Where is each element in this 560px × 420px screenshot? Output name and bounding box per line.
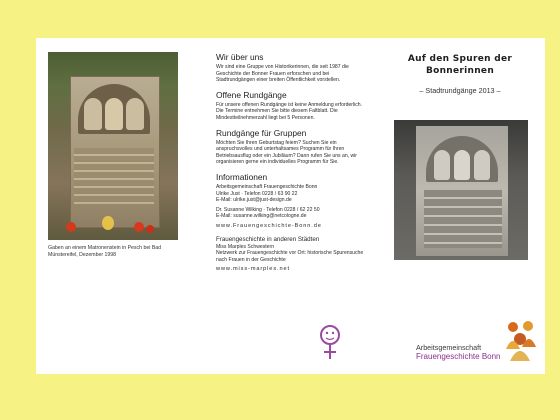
brochure-title: Auf den Spuren der Bonnerinnen <box>407 54 513 76</box>
right-panel <box>380 54 540 361</box>
open-tours-text: Für unsere offenen Rundgänge ist keine Anmeldung erforderlich. Die Termine entnehmen Sie bitte diesem Faltblatt. Die Mindestteilnehmerzahl liegt bei 5 Personen. <box>216 101 363 121</box>
about-text: Wir sind eine Gruppe von Historikerinnen, die seit 1987 die Geschichte der Bonner Frauen erforschen und bei Stadtrundgängen einer breiten Öffentlichkeit vorstellen. <box>216 64 349 84</box>
network-text: Netzwerk zur Frauengeschichte vor Ort: historische Spurensuche nach Frauen in der Geschichte <box>216 250 364 263</box>
info-org: Arbeitsgemeinschaft Frauengeschichte Bonn <box>216 183 318 190</box>
contact-1-email[interactable]: E-Mail: ulrike.just@just-design.de <box>216 197 292 204</box>
contact-2-phone: Dr. Susanne Wilking · Telefon 0228 / 62 22 50 <box>216 206 320 213</box>
matronae-stone-photo <box>394 120 528 260</box>
other-cities-heading: Frauengeschichte in anderen Städten <box>216 235 320 243</box>
brochure-sheet <box>36 38 545 374</box>
venus-symbol-icon <box>316 322 344 362</box>
about-heading: Wir über uns <box>216 52 264 62</box>
brochure-subtitle: – Stadtrundgänge 2013 – <box>419 86 501 95</box>
contact-1-phone: Ulrike Just · Telefon 0228 / 63 90 22 <box>216 190 298 197</box>
network-link[interactable]: www.miss-marples.net <box>216 266 290 273</box>
contact-2-email[interactable]: E-Mail: susanne.wilking@netcologne.de <box>216 213 307 220</box>
middle-panel <box>216 52 366 273</box>
group-tours-heading: Rundgänge für Gruppen <box>216 127 307 138</box>
network-name: Miss Marples Schwestern <box>216 243 275 250</box>
info-heading: Informationen <box>216 171 268 182</box>
website-link[interactable]: www.Frauengeschichte-Bonn.de <box>216 222 322 229</box>
three-women-logo-icon <box>504 319 538 361</box>
organisation-name: Arbeitsgemeinschaft Frauengeschichte Bonn <box>416 343 501 361</box>
group-tours-text: Möchten Sie Ihren Geburtstag feiern? Suchen Sie ein anspruchsvolles und unterhaltsames Programm für Ihren Betriebsausflug oder ein Jubiläum? Dann rufen Sie uns an, wir organisieren gerne ein individuelles Programm für Sie. <box>216 139 358 166</box>
left-panel <box>48 52 178 259</box>
photo-caption: Gaben an einem Matronenstein in Pesch bei Bad Münstereifel, Dezember 1998 <box>48 245 162 258</box>
open-tours-heading: Offene Rundgänge <box>216 89 287 100</box>
matronae-stone-photo <box>48 52 178 240</box>
